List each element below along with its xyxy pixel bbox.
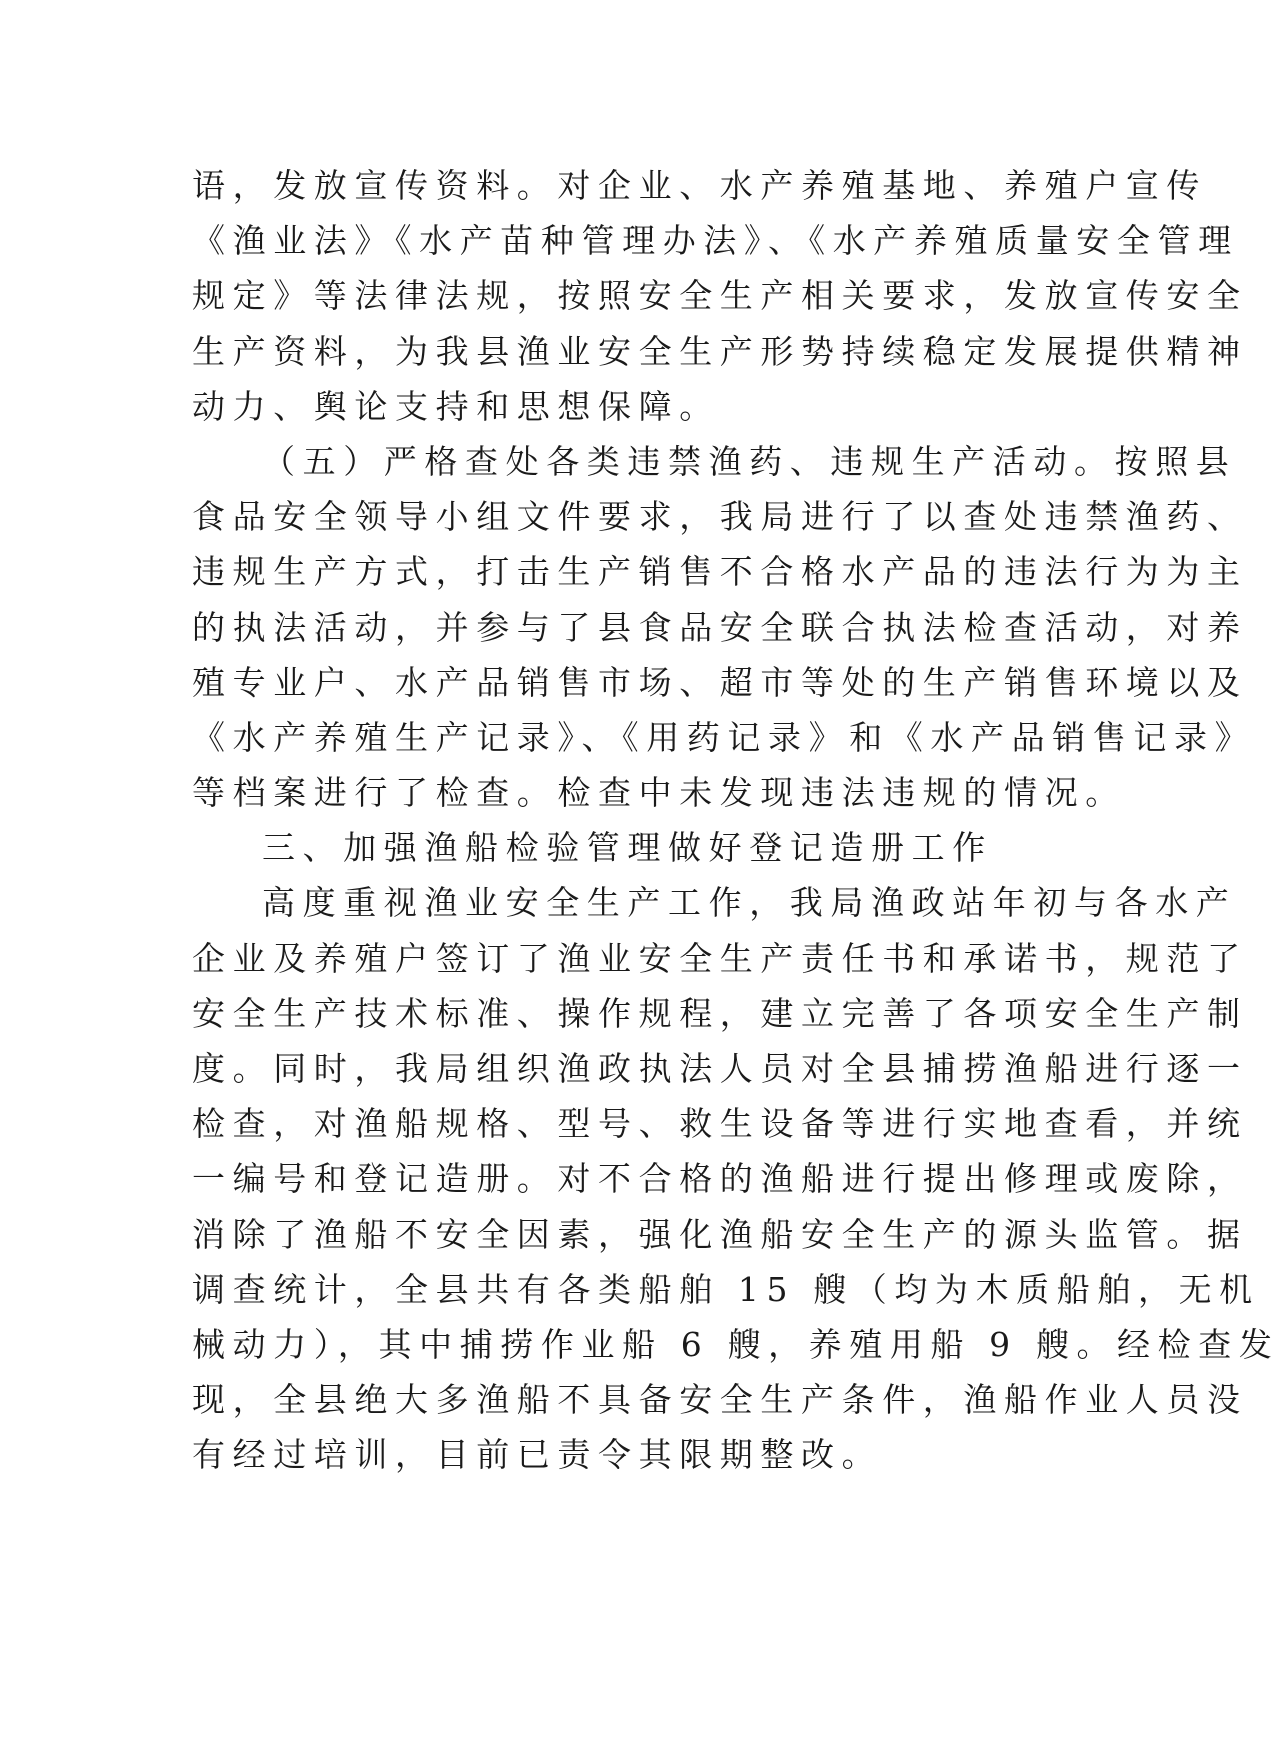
- text-line: 调查统计，全县共有各类船舶 15 艘（均为木质船舶，无机: [192, 1269, 1260, 1309]
- text-line: 消除了渔船不安全因素，强化渔船安全生产的源头监管。据: [192, 1214, 1248, 1254]
- text-line: 现，全县绝大多渔船不具备安全生产条件，渔船作业人员没: [192, 1380, 1248, 1420]
- text-line: 的执法活动，并参与了县食品安全联合执法检查活动，对养: [192, 607, 1248, 647]
- text-line: 规定》等法律法规，按照安全生产相关要求，发放宣传安全: [192, 276, 1248, 316]
- text-line: 检查，对渔船规格、型号、救生设备等进行实地查看，并统: [192, 1104, 1248, 1144]
- text-line: 度。同时，我局组织渔政执法人员对全县捕捞渔船进行逐一: [192, 1049, 1248, 1088]
- text-line: 殖专业户、水产品销售市场、超市等处的生产销售环境以及: [192, 662, 1248, 702]
- section-heading-5: （五）严格查处各类违禁渔药、违规生产活动。按照县: [262, 441, 1237, 481]
- text-line: 安全生产技术标准、操作规程，建立完善了各项安全生产制: [192, 993, 1248, 1033]
- text-line: 有经过培训，目前已责令其限期整改。: [192, 1435, 883, 1475]
- text-line: 生产资料，为我县渔业安全生产形势持续稳定发展提供精神: [192, 331, 1248, 371]
- section-heading-3: 三、加强渔船检验管理做好登记造册工作: [262, 828, 993, 868]
- document-body: [192, 158, 1279, 1483]
- text-line: 动力、舆论支持和思想保障。: [192, 386, 720, 426]
- text-line: 语，发放宣传资料。对企业、水产养殖基地、养殖户宣传: [192, 166, 1207, 205]
- text-line: 一编号和登记造册。对不合格的渔船进行提出修理或废除，: [192, 1159, 1248, 1199]
- paragraph-start: 高度重视渔业安全生产工作，我局渔政站年初与各水产: [262, 883, 1237, 923]
- text-line: 企业及养殖户签订了渔业安全生产责任书和承诺书，规范了: [192, 938, 1248, 978]
- text-line: 《渔业法》《水产苗种管理办法》、《水产养殖质量安全管理: [192, 221, 1239, 261]
- text-line: 食品安全领导小组文件要求，我局进行了以查处违禁渔药、: [192, 497, 1248, 537]
- text-line: 等档案进行了检查。检查中未发现违法违规的情况。: [192, 773, 1126, 813]
- text-line: 械动力），其中捕捞作业船 6 艘，养殖用船 9 艘。经检查发: [192, 1324, 1279, 1364]
- text-line: 违规生产方式，打击生产销售不合格水产品的违法行为为主: [192, 552, 1248, 592]
- text-line: 《水产养殖生产记录》、《用药记录》和《水产品销售记录》: [192, 717, 1256, 757]
